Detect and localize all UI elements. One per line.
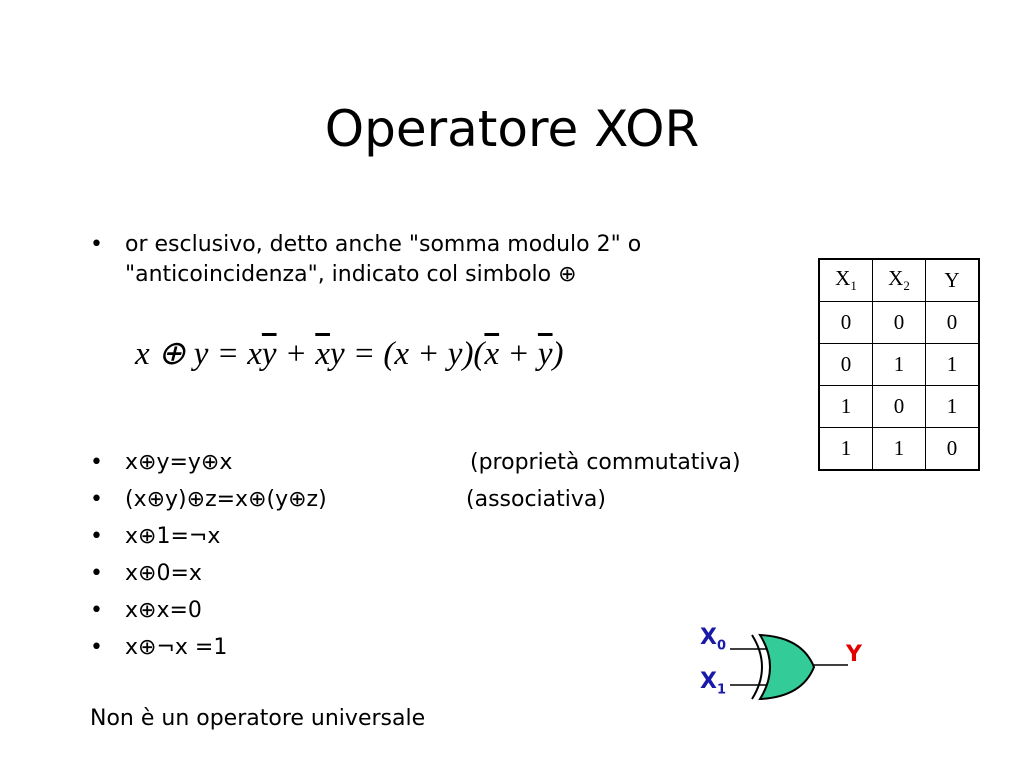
bullet-dot: •: [90, 524, 103, 549]
table-cell: 0: [926, 428, 980, 471]
property-expr: x⊕¬x =1: [125, 635, 228, 660]
table-header: Y: [926, 259, 980, 302]
gate-input-label-x0: $X_0$: [700, 625, 727, 654]
property-expr: x⊕0=x: [125, 561, 202, 586]
property-expr: x⊕1=¬x: [125, 524, 221, 549]
table-row: [819, 344, 979, 386]
bullet-dot: •: [90, 598, 103, 623]
table-cell: 1: [819, 386, 873, 428]
xor-formula: [135, 333, 564, 373]
property-note: (associativa): [466, 487, 606, 512]
xor-gate-diagram: [730, 625, 860, 705]
formula-negated-term: $\overline{y}$: [537, 336, 553, 372]
formula-negated-term: $\overline{y}$: [261, 336, 277, 372]
truth-table: [818, 258, 980, 471]
table-cell: 1: [819, 428, 873, 471]
xor-extra-arc: [752, 635, 762, 699]
table-header: $X_1$: [819, 259, 873, 302]
xor-gate-body: [760, 635, 814, 699]
table-cell: 1: [873, 344, 926, 386]
property-expr: x⊕y=y⊕x: [125, 450, 233, 475]
intro-line-2: "anticoincidenza", indicato col simbolo ⊕: [125, 262, 577, 287]
bullet-dot: •: [90, 561, 103, 586]
formula-term: x: [247, 336, 262, 372]
formula-negated-term: $\overline{x}$: [315, 336, 330, 372]
property-note: (proprietà commutativa): [470, 450, 741, 475]
table-cell: 1: [926, 344, 980, 386]
bullet-dot: •: [90, 450, 103, 475]
table-cell: 0: [873, 386, 926, 428]
table-cell: 1: [873, 428, 926, 471]
bullet-dot: •: [90, 232, 103, 257]
formula-equals: = (x + y)(: [344, 336, 485, 372]
table-header-row: [819, 259, 979, 302]
table-row: [819, 428, 979, 471]
table-cell: 0: [819, 344, 873, 386]
formula-lhs: x ⊕ y =: [135, 336, 248, 372]
table-header: $X_2$: [873, 259, 926, 302]
table-row: [819, 386, 979, 428]
table-cell: 0: [819, 302, 873, 344]
formula-negated-term: $\overline{x}$: [484, 336, 500, 372]
formula-term: y: [329, 336, 345, 372]
formula-close: ): [552, 336, 564, 372]
table-row: [819, 302, 979, 344]
table-cell: 0: [873, 302, 926, 344]
page-title: Operatore XOR: [324, 100, 700, 158]
table-cell: 0: [926, 302, 980, 344]
property-expr: x⊕x=0: [125, 598, 202, 623]
gate-input-label-x1: $X_1$: [700, 669, 727, 698]
bullet-dot: •: [90, 487, 103, 512]
intro-line-1: or esclusivo, detto anche "somma modulo 2" o: [125, 232, 642, 257]
formula-plus: +: [276, 336, 316, 372]
table-cell: 1: [926, 386, 980, 428]
bullet-dot: •: [90, 635, 103, 660]
formula-plus: +: [499, 336, 538, 372]
property-expr: (x⊕y)⊕z=x⊕(y⊕z): [125, 487, 327, 512]
footer-note: Non è un operatore universale: [90, 706, 426, 731]
gate-output-label-y: Y: [846, 642, 862, 667]
